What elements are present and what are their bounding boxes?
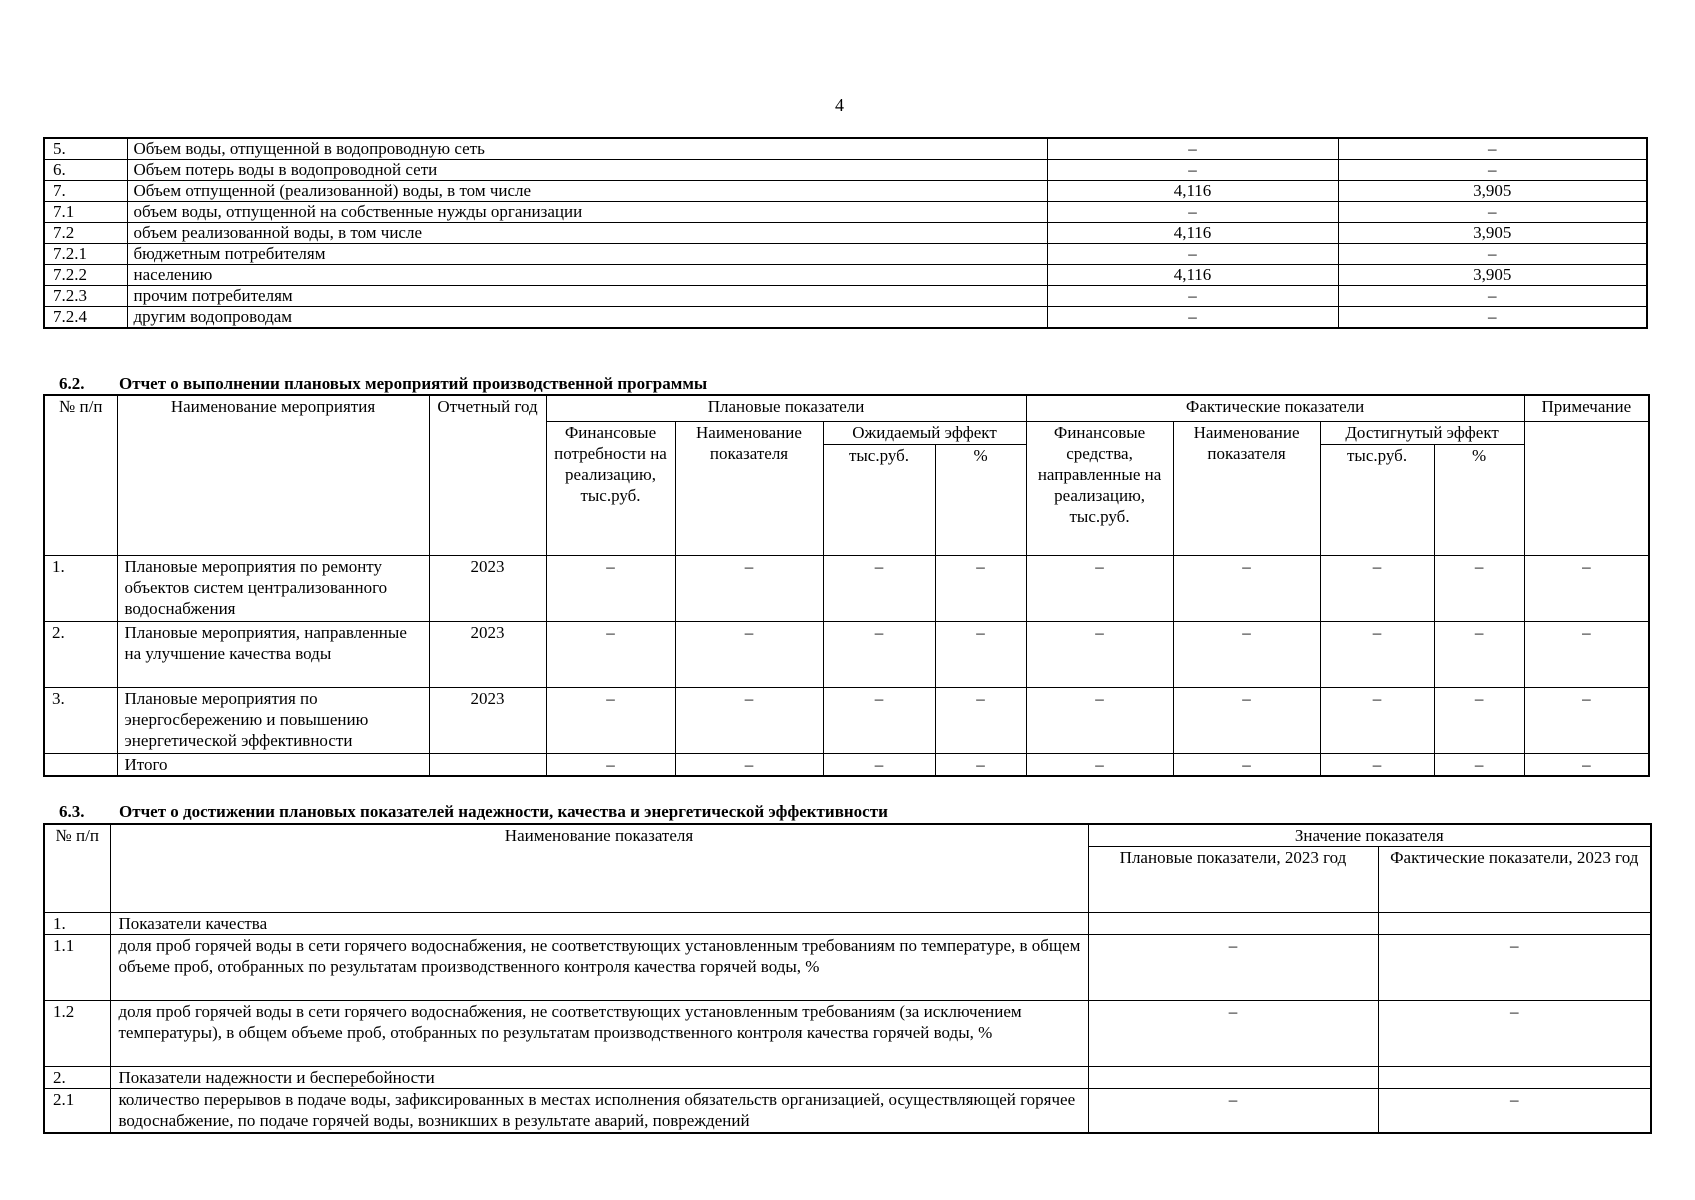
header-fact-fin: Финансовые средства, направленные на реализацию, тыс.руб. — [1026, 421, 1173, 555]
row-fact-value: – — [1338, 286, 1647, 307]
cell-fact-effect-rub: – — [1320, 555, 1434, 621]
section-62-title: Отчет о выполнении плановых мероприятий производственной программы — [119, 374, 708, 393]
row-name: доля проб горячей воды в сети горячего водоснабжения, не соответствующих установленным требованиям (за исключением температуры), в общем объеме проб, отобранных по результатам производственного контроля качества горячей воды, % — [110, 1001, 1088, 1067]
page-number: 4 — [835, 95, 844, 115]
row-number: 2. — [44, 621, 117, 687]
row-fact-value: – — [1338, 138, 1647, 160]
row-name: Объем воды, отпущенной в водопроводную сеть — [127, 138, 1047, 160]
row-number: 3. — [44, 687, 117, 753]
row-plan-value: 4,116 — [1047, 223, 1338, 244]
row-number: 1. — [44, 913, 110, 935]
cell-fact-fin: – — [1026, 621, 1173, 687]
table-row — [44, 555, 1649, 621]
cell-plan-fin: – — [546, 621, 675, 687]
total-fact-indicator-name: – — [1173, 753, 1320, 776]
row-number: 2. — [44, 1067, 110, 1089]
cell-fact-indicator-name: – — [1173, 621, 1320, 687]
row-fact-value: 3,905 — [1338, 265, 1647, 286]
cell-plan-fin: – — [546, 555, 675, 621]
row-fact-value: – — [1338, 307, 1647, 329]
row-plan-value: – — [1088, 1089, 1378, 1133]
total-label: Итого — [117, 753, 429, 776]
cell-plan-effect-pct: – — [935, 687, 1026, 753]
cell-plan-effect-rub: – — [823, 621, 935, 687]
cell-note: – — [1524, 555, 1649, 621]
row-plan-value: – — [1047, 307, 1338, 329]
row-name: другим водопроводам — [127, 307, 1047, 329]
row-plan-value: 4,116 — [1047, 181, 1338, 202]
row-fact-value — [1378, 913, 1651, 935]
header-year: Отчетный год — [429, 395, 546, 555]
row-plan-value: – — [1047, 138, 1338, 160]
total-fact-fin: – — [1026, 753, 1173, 776]
header-fact-effect-pct: % — [1434, 444, 1524, 555]
row-plan-value: – — [1088, 1001, 1378, 1067]
header-num: № п/п — [44, 395, 117, 555]
total-row-number — [44, 753, 117, 776]
row-fact-value: – — [1378, 935, 1651, 1001]
cell-fact-indicator-name: – — [1173, 687, 1320, 753]
header-plan-indicator-name: Наименование показателя — [675, 421, 823, 555]
header-fact: Фактические показатели, 2023 год — [1378, 847, 1651, 913]
measures-table-body — [44, 555, 1649, 776]
row-name: доля проб горячей воды в сети горячего водоснабжения, не соответствующих установленным требованиям по температуре, в общем объеме проб, отобранных по результатам производственного контроля качества горячей воды, % — [110, 935, 1088, 1001]
header-indicator-name: Наименование показателя — [110, 824, 1088, 913]
row-name: населению — [127, 265, 1047, 286]
row-name: Объем потерь воды в водопроводной сети — [127, 160, 1047, 181]
row-fact-value: 3,905 — [1338, 223, 1647, 244]
row-name: количество перерывов в подаче воды, зафиксированных в местах исполнения обязательств организацией, осуществляющей горячее водоснабжение, по подаче горячей воды, возникших в результате аварий, повреждений — [110, 1089, 1088, 1133]
table-row — [44, 202, 1647, 223]
row-name: Показатели надежности и бесперебойности — [110, 1067, 1088, 1089]
row-fact-value: – — [1338, 202, 1647, 223]
cell-fact-effect-rub: – — [1320, 687, 1434, 753]
row-name: объем реализованной воды, в том числе — [127, 223, 1047, 244]
section-63-heading — [59, 802, 888, 822]
cell-plan-indicator-name: – — [675, 555, 823, 621]
indicators-table — [43, 823, 1652, 1134]
volumes-table-body — [44, 138, 1647, 328]
row-year: 2023 — [429, 687, 546, 753]
header-plan-fin: Финансовые потребности на реализацию, тыс.руб. — [546, 421, 675, 555]
row-year: 2023 — [429, 621, 546, 687]
volumes-table — [43, 137, 1648, 329]
row-number: 7.2.1 — [44, 244, 127, 265]
row-plan-value — [1088, 1067, 1378, 1089]
cell-plan-effect-rub: – — [823, 555, 935, 621]
table-row — [44, 307, 1647, 329]
table-row — [44, 1001, 1651, 1067]
section-63-title: Отчет о достижении плановых показателей надежности, качества и энергетической эффективности — [119, 802, 888, 821]
row-number: 7.2.3 — [44, 286, 127, 307]
total-plan-effect-pct: – — [935, 753, 1026, 776]
table-row — [44, 913, 1651, 935]
measures-table — [43, 394, 1650, 777]
row-plan-value: – — [1047, 202, 1338, 223]
total-fact-effect-rub: – — [1320, 753, 1434, 776]
total-year — [429, 753, 546, 776]
header-plan: Плановые показатели, 2023 год — [1088, 847, 1378, 913]
row-number: 7.2.2 — [44, 265, 127, 286]
row-number: 1.2 — [44, 1001, 110, 1067]
total-plan-indicator-name: – — [675, 753, 823, 776]
header-note-empty — [1524, 421, 1649, 555]
row-plan-value: – — [1047, 244, 1338, 265]
table-row — [44, 687, 1649, 753]
header-fact-group: Фактические показатели — [1026, 395, 1524, 421]
header-value-group: Значение показателя — [1088, 824, 1651, 847]
row-fact-value: 3,905 — [1338, 181, 1647, 202]
header-fact-indicator-name: Наименование показателя — [1173, 421, 1320, 555]
cell-note: – — [1524, 621, 1649, 687]
row-name: Плановые мероприятия по ремонту объектов систем централизованного водоснабжения — [117, 555, 429, 621]
row-name: Плановые мероприятия, направленные на улучшение качества воды — [117, 621, 429, 687]
cell-fact-indicator-name: – — [1173, 555, 1320, 621]
row-fact-value: – — [1338, 160, 1647, 181]
row-number: 7.2.4 — [44, 307, 127, 329]
row-name: Показатели качества — [110, 913, 1088, 935]
section-63-number: 6.3. — [59, 802, 85, 821]
row-number: 5. — [44, 138, 127, 160]
total-plan-fin: – — [546, 753, 675, 776]
header-plan-effect: Ожидаемый эффект — [823, 421, 1026, 444]
cell-plan-effect-rub: – — [823, 687, 935, 753]
cell-fact-effect-rub: – — [1320, 621, 1434, 687]
total-note: – — [1524, 753, 1649, 776]
cell-plan-indicator-name: – — [675, 621, 823, 687]
header-fact-effect: Достигнутый эффект — [1320, 421, 1524, 444]
row-number: 1. — [44, 555, 117, 621]
cell-fact-effect-pct: – — [1434, 621, 1524, 687]
row-number: 2.1 — [44, 1089, 110, 1133]
table-row — [44, 286, 1647, 307]
row-plan-value — [1088, 913, 1378, 935]
row-fact-value: – — [1378, 1089, 1651, 1133]
table-row — [44, 244, 1647, 265]
header-plan-effect-rub: тыс.руб. — [823, 444, 935, 555]
row-name: объем воды, отпущенной на собственные нужды организации — [127, 202, 1047, 223]
section-62-heading — [59, 374, 707, 394]
row-name: Объем отпущенной (реализованной) воды, в том числе — [127, 181, 1047, 202]
cell-fact-fin: – — [1026, 555, 1173, 621]
row-fact-value: – — [1378, 1001, 1651, 1067]
table-row — [44, 265, 1647, 286]
row-fact-value — [1378, 1067, 1651, 1089]
row-name: Плановые мероприятия по энергосбережению и повышению энергетической эффективности — [117, 687, 429, 753]
row-plan-value: – — [1088, 935, 1378, 1001]
table-row — [44, 1089, 1651, 1133]
cell-note: – — [1524, 687, 1649, 753]
total-fact-effect-pct: – — [1434, 753, 1524, 776]
row-name: прочим потребителям — [127, 286, 1047, 307]
cell-fact-fin: – — [1026, 687, 1173, 753]
cell-plan-effect-pct: – — [935, 555, 1026, 621]
header-fact-effect-rub: тыс.руб. — [1320, 444, 1434, 555]
row-fact-value: – — [1338, 244, 1647, 265]
header-plan-group: Плановые показатели — [546, 395, 1026, 421]
table-row — [44, 160, 1647, 181]
cell-fact-effect-pct: – — [1434, 555, 1524, 621]
indicators-table-body — [44, 913, 1651, 1133]
row-year: 2023 — [429, 555, 546, 621]
row-number: 7.2 — [44, 223, 127, 244]
cell-plan-effect-pct: – — [935, 621, 1026, 687]
row-plan-value: – — [1047, 160, 1338, 181]
row-plan-value: – — [1047, 286, 1338, 307]
cell-plan-indicator-name: – — [675, 687, 823, 753]
cell-plan-fin: – — [546, 687, 675, 753]
section-62-number: 6.2. — [59, 374, 85, 393]
header-plan-effect-pct: % — [935, 444, 1026, 555]
total-plan-effect-rub: – — [823, 753, 935, 776]
row-plan-value: 4,116 — [1047, 265, 1338, 286]
total-row — [44, 753, 1649, 776]
row-number: 7. — [44, 181, 127, 202]
table-row — [44, 1067, 1651, 1089]
header-num: № п/п — [44, 824, 110, 913]
table-row — [44, 138, 1647, 160]
row-name: бюджетным потребителям — [127, 244, 1047, 265]
cell-fact-effect-pct: – — [1434, 687, 1524, 753]
table-row — [44, 935, 1651, 1001]
row-number: 6. — [44, 160, 127, 181]
row-number: 1.1 — [44, 935, 110, 1001]
header-measure-name: Наименование мероприятия — [117, 395, 429, 555]
header-note: Примечание — [1524, 395, 1649, 421]
table-row — [44, 621, 1649, 687]
table-row — [44, 181, 1647, 202]
row-number: 7.1 — [44, 202, 127, 223]
table-row — [44, 223, 1647, 244]
